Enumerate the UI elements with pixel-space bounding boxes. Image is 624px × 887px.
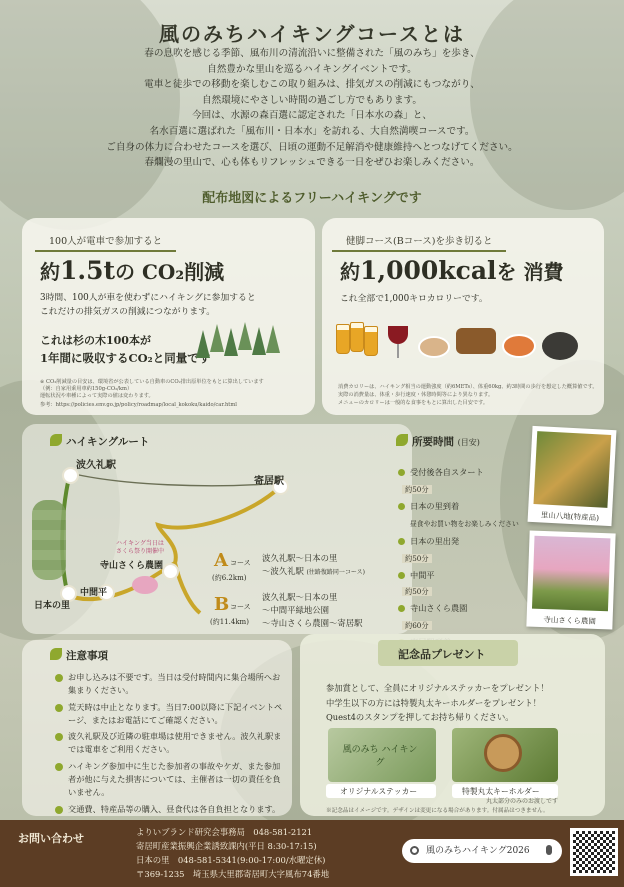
co2-unit: の (115, 260, 136, 284)
skillet-icon (542, 332, 578, 360)
sakura-note2: さくら祭り開催中 (116, 548, 165, 555)
kcal-prefix: 約 (340, 260, 360, 284)
notice-item: 交通費、特産品等の購入、昼食代は各自負担となります。 (55, 803, 283, 816)
schedule-text: 日本の里出発 (410, 536, 460, 546)
schedule-duration (398, 619, 523, 633)
intro-line: 春爛漫の里山で、心も体もリフレッシュできる一日をぜひお楽しみください。 (144, 157, 480, 169)
food-illustration (332, 318, 594, 374)
keyholder-note: 丸太部分のみのお渡しです (486, 798, 559, 805)
footer (0, 820, 624, 887)
contact-line4: 〒369-1235 埼玉県大里郡寄居町大字風布74番地 (136, 869, 330, 879)
dish-icon (502, 334, 536, 358)
route-heading-text: ハイキングルート (66, 436, 150, 448)
schedule-text: 昼食やお買い物をお楽しみください (410, 520, 519, 528)
kcal-number: 1,000kcal (360, 256, 497, 285)
contact-title: お問い合わせ (18, 832, 84, 845)
notice-heading-text: 注意事項 (66, 650, 108, 662)
route-b-dist: (約11.4km) (210, 618, 249, 626)
station-sakura: 寺山さくら農園 (100, 561, 164, 571)
tree-icon (196, 330, 210, 358)
beer-glass-icon (336, 324, 350, 354)
route-a-line2-text: ～波久礼駅 (262, 566, 304, 576)
intro-line: 名水百選に選ばれた「風布川・日本水」を訪れる、大自然満喫コースです。 (149, 125, 475, 137)
schedule-duration (398, 483, 523, 497)
contact-line1: よりいブランド研究会事務局 048-581-2121 (136, 827, 313, 837)
notice-item: お申し込みは不要です。当日は受付時間内に集合場所へお集まりください。 (55, 671, 283, 698)
search-box[interactable] (402, 839, 562, 863)
sticker-text: 風のみち ハイキング (342, 745, 418, 768)
keyholder-label: 特製丸太キーホルダー (462, 787, 540, 796)
co2-note3: 運転状況や車種によって実際の値は変わります。 (40, 393, 154, 399)
kcal-pill: 健脚コース(Bコース)を歩き切ると (332, 230, 506, 252)
route-b-line3: ～寺山さくら農園～寄居駅 (262, 618, 363, 628)
co2-tree1: これは杉の木100本が (40, 334, 151, 347)
route-b-line2: ～中間平緑地公園 (262, 605, 329, 615)
route-a-sub: コース (230, 559, 251, 567)
station-yorii: 寄居駅 (254, 476, 284, 487)
route-heading (50, 434, 149, 449)
contact-line2: 寄居町産業振興企業誘致課内(平日 8:30-17:15) (136, 841, 317, 851)
notice-item: 波久礼駅及び近隣の駐車場は使用できません。波久礼駅までは電車をご利用ください。 (55, 730, 283, 757)
station-hakuraku: 波久礼駅 (76, 460, 116, 471)
wine-stem-icon (397, 344, 399, 358)
co2-desc1: 3時間、100人が車を使わずにハイキングに参加すると (40, 293, 256, 303)
wine-glass-icon (388, 326, 408, 344)
co2-prefix: 約 (40, 260, 60, 284)
photo-caption: 里山八地(特産品) (540, 510, 600, 523)
kcal-note2: 実際の消費量は、体重・歩行速度・休憩時間等により異なります。 (338, 392, 494, 398)
photo-sakura-farm (526, 531, 615, 630)
subtitle: 配布地図によるフリーハイキングです (202, 191, 422, 206)
schedule-text: 約50分 (402, 587, 432, 596)
tree-icon (238, 322, 252, 350)
mic-icon (546, 845, 552, 855)
kcal-desc: これ全部で1,000キロカロリーです。 (340, 294, 488, 304)
leaf-icon (50, 648, 62, 660)
schedule-stop (398, 532, 523, 552)
sakura-note1: ハイキング当日は (116, 540, 164, 547)
gift-bottom-note: ※記念品はイメージです。デザインは変更になる場合があります。付属品はつきません。 (326, 808, 549, 814)
gift-heading: 記念品プレゼント (398, 648, 486, 661)
page-title: 風のみちハイキングコースとは (159, 22, 465, 46)
specialty-goods-image (533, 431, 611, 508)
dish-icon (456, 328, 496, 354)
station-nihon: 日本の里 (34, 601, 71, 611)
route-a-line2-note: (往路復路同一コース) (306, 569, 365, 576)
beer-glass-icon (364, 326, 378, 356)
gift-line2: 中学生以下の方には特製丸太キーホルダーをプレゼント！ (326, 698, 542, 708)
schedule-stop (398, 463, 523, 483)
co2-note4: 参考：https://policies.env.go.jp/policy/roadmap/local_kokoku/kaido/car.html (40, 402, 237, 408)
kcal-note1: 消費カロリーは、ハイキング相当の運動強度（約6METs）、体重60kg、約3時間の歩行を想定した概算値です。 (338, 384, 598, 390)
kcal-headline (340, 256, 564, 285)
co2-rest: CO₂削減 (142, 260, 225, 284)
route-b-line (68, 487, 280, 599)
sakura-tree-icon (132, 576, 158, 594)
route-a-dist: (約6.2km) (212, 574, 247, 582)
kcal-rest: 消費 (523, 260, 564, 284)
intro-line: 電車と徒歩での移動を楽しむこの取り組みは、排気ガスの削減にもつながり、 (144, 79, 480, 91)
gift-line3: Quest4のスタンプを押してお持ち帰りください。 (326, 712, 514, 722)
schedule-text: 受付後各自スタート (410, 467, 484, 477)
co2-note1: ※ CO₂削減量の目安は、環境省が公表している自動車のCO₂排出原単位をもとに算出しています (40, 379, 264, 385)
intro-line: 春の息吹を感じる季節、風布川の清流沿いに整備された「風のみち」を歩き、 (144, 48, 480, 59)
intro-line: 自然豊かな里山を巡るハイキングイベントです。 (207, 63, 417, 75)
contact-line3: 日本の里 048-581-5341(9:00-17:00/水曜定休) (136, 855, 326, 865)
station-nakamachi: 中間平 (80, 588, 108, 598)
tree-icon (210, 324, 224, 352)
dish-icon (418, 336, 450, 358)
co2-desc2: これだけの排気ガスの削減につながります。 (40, 307, 216, 317)
route-b-line1: 波久礼駅～日本の里 (262, 592, 338, 602)
schedule-note (398, 516, 523, 532)
schedule-text: 中間平 (410, 569, 435, 580)
schedule-text: 日本の里到着 (410, 500, 460, 511)
co2-number: 1.5t (60, 256, 116, 285)
route-a-line1: 波久礼駅～日本の里 (262, 553, 338, 563)
schedule-text: 寺山さくら農園 (410, 603, 468, 613)
station-marker (162, 563, 179, 580)
schedule-duration (398, 585, 523, 599)
intro-line: 自然環境にやさしい時間の過ごし方でもあります。 (202, 94, 422, 106)
qr-code-pattern (573, 831, 615, 873)
schedule-stop (398, 599, 523, 619)
cedar-trees-illustration (196, 322, 286, 362)
leaf-icon (396, 434, 408, 446)
photo-specialty-goods (528, 426, 617, 526)
photo-caption: 寺山さくら農園 (543, 615, 596, 626)
schedule-heading (396, 434, 480, 449)
sticker-label: オリジナルステッカー (340, 787, 418, 796)
sakura-farm-image (532, 536, 611, 612)
log-keyholder-icon (484, 734, 522, 772)
kcal-note3: メニューのカロリーは一般的な食事をもとに算出した目安です。 (338, 400, 489, 406)
forest-illustration (32, 500, 66, 580)
schedule-list (398, 463, 523, 652)
tree-icon (266, 325, 280, 353)
search-text: 風のみちハイキング2026 (426, 846, 530, 856)
intro-line: ご自身の体力に合わせたコースを選び、日頃の運動不足解消や健康維持へとつなげてください。 (106, 141, 518, 153)
intro-line: 今回は、水源の森百選に認定された「日本水の森」と、 (192, 110, 432, 122)
kcal-unit: を (496, 260, 517, 284)
co2-pill: 100人が電車で参加すると (35, 230, 176, 252)
tree-icon (252, 327, 266, 355)
route-a-line2 (262, 565, 365, 580)
schedule-text: 約60分 (402, 621, 432, 630)
tree-icon (224, 328, 238, 356)
co2-headline (40, 256, 224, 285)
co2-tree2: 1年間に吸収するCO₂と同量です (40, 351, 211, 365)
schedule-heading-text: 所要時間 (412, 436, 454, 448)
notice-heading (50, 648, 108, 663)
qr-code[interactable] (570, 828, 618, 876)
route-line-base (70, 473, 280, 486)
notice-item: 荒天時は中止となります。当日7:00以降に下記イベントページ、またはお電話にてご確認ください。 (55, 701, 283, 728)
beer-glass-icon (350, 322, 364, 352)
schedule-stop (398, 566, 523, 586)
search-icon (410, 846, 419, 855)
leaf-icon (50, 434, 62, 446)
schedule-heading-note: (目安) (457, 438, 480, 447)
schedule-text: 約50分 (402, 554, 432, 563)
co2-note2: （例：自家用乗用車約150g-CO₂/km） (40, 386, 133, 392)
notice-item: ハイキング参加中に生じた参加者の事故やケガ、また参加者が他に与えた損害については、主催者は一切の責任を負いません。 (55, 760, 283, 800)
route-b-letter: B (214, 594, 230, 615)
schedule-duration (398, 552, 523, 566)
gift-line1: 参加賞として、全員にオリジナルステッカーをプレゼント！ (326, 683, 549, 693)
notice-list (55, 671, 283, 819)
schedule-stop (398, 497, 523, 517)
route-b-sub: コース (230, 603, 251, 611)
route-a-letter: A (214, 550, 228, 571)
intro-text (60, 46, 564, 171)
schedule-text: 約50分 (402, 485, 432, 494)
